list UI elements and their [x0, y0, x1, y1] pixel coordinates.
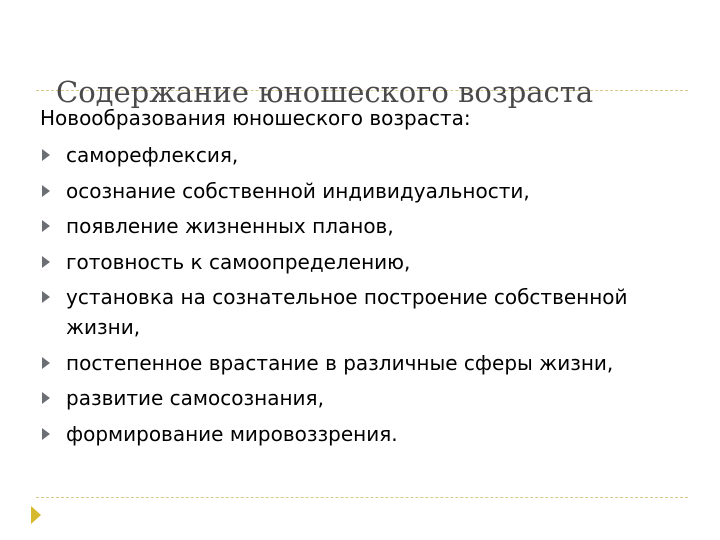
list-item-text: осознание собственной индивидуальности,: [66, 178, 530, 203]
triangle-bullet-icon: [42, 291, 50, 303]
list-item: [40, 211, 670, 241]
list-item-text: формирование мировоззрения.: [66, 421, 398, 446]
triangle-bullet-icon: [42, 185, 50, 197]
bottom-divider: [36, 497, 688, 498]
triangle-marker-icon: [31, 506, 41, 524]
triangle-bullet-icon: [42, 149, 50, 161]
list-item-text: установка на сознательное построение собственной жизни,: [66, 285, 628, 339]
triangle-bullet-icon: [42, 220, 50, 232]
list-item: [40, 140, 670, 170]
list-item-text: развитие самосознания,: [66, 386, 324, 410]
list-item-text: появление жизненных планов,: [66, 214, 394, 238]
list-item: [40, 176, 670, 206]
list-item-text: саморефлексия,: [66, 143, 239, 167]
list-item-text: постепенное врастание в различные сферы жизни,: [66, 350, 614, 375]
list-item: [40, 383, 670, 413]
bullet-list: [40, 140, 670, 454]
triangle-bullet-icon: [42, 428, 50, 440]
triangle-bullet-icon: [42, 256, 50, 268]
list-item: [40, 419, 670, 449]
slide-subtitle: Новообразования юношеского возраста:: [40, 106, 471, 130]
list-item: [40, 348, 670, 378]
triangle-bullet-icon: [42, 357, 50, 369]
list-item-text: готовность к самоопределению,: [66, 249, 411, 274]
slide-title: Содержание юношеского возраста: [56, 75, 594, 109]
list-item: [40, 282, 670, 342]
list-item: [40, 247, 670, 277]
triangle-bullet-icon: [42, 392, 50, 404]
